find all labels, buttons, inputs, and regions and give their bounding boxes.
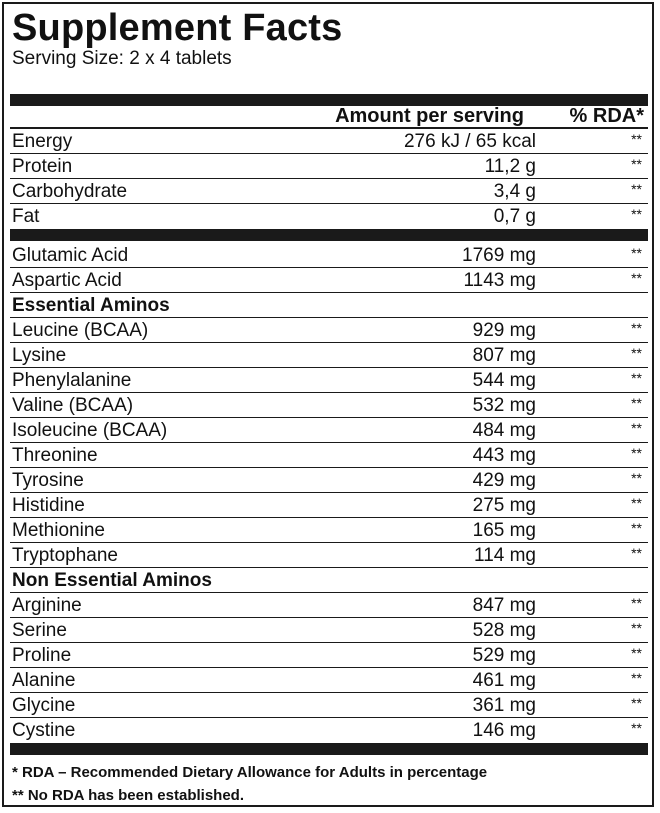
nutrients-thick-divider	[10, 229, 648, 241]
essential-aminos-heading: Essential Aminos	[12, 295, 170, 316]
table-row	[10, 204, 648, 229]
amount-column-header: Amount per serving	[335, 105, 524, 127]
nutrient-name: Protein	[12, 156, 73, 177]
table-row	[10, 668, 648, 693]
amino-amount: 528 mg	[472, 620, 536, 641]
nutrient-rda: **	[631, 206, 642, 222]
nutrient-name: Fat	[12, 206, 40, 227]
nutrient-name: Energy	[12, 131, 73, 152]
amino-amount: 443 mg	[472, 445, 536, 466]
amino-name: Leucine (BCAA)	[12, 320, 149, 341]
table-row	[10, 393, 648, 418]
amino-amount: 275 mg	[472, 495, 536, 516]
amino-name: Valine (BCAA)	[12, 395, 134, 416]
amino-name: Lysine	[12, 345, 67, 366]
amino-rda: **	[631, 695, 642, 711]
nutrient-amount: 0,7 g	[493, 206, 536, 227]
nutrient-name: Carbohydrate	[12, 181, 128, 202]
table-row	[10, 618, 648, 643]
table-row	[10, 268, 648, 293]
amino-rda: **	[631, 395, 642, 411]
table-row	[10, 593, 648, 618]
amino-amount: 461 mg	[472, 670, 536, 691]
amino-name: Arginine	[12, 595, 82, 616]
amino-amount: 484 mg	[472, 420, 536, 441]
amino-amount: 165 mg	[472, 520, 536, 541]
table-row	[10, 129, 648, 154]
amino-name: Aspartic Acid	[12, 270, 122, 291]
amino-rda: **	[631, 370, 642, 386]
amino-name: Methionine	[12, 520, 105, 541]
amino-rda: **	[631, 345, 642, 361]
amino-amount: 529 mg	[472, 645, 536, 666]
table-row	[10, 318, 648, 343]
amino-rda: **	[631, 445, 642, 461]
amino-rda: **	[631, 720, 642, 736]
amino-rda: **	[631, 245, 642, 261]
amino-amount: 847 mg	[472, 595, 536, 616]
amino-rda: **	[631, 470, 642, 486]
amino-amount: 532 mg	[472, 395, 536, 416]
table-row	[10, 543, 648, 568]
bottom-thick-divider	[10, 743, 648, 755]
amino-amount: 1143 mg	[463, 270, 536, 291]
amino-amount: 361 mg	[472, 695, 536, 716]
nutrient-amount: 3,4 g	[493, 181, 536, 202]
table-row	[10, 368, 648, 393]
table-row	[10, 443, 648, 468]
section-heading	[10, 293, 648, 318]
serving-size: Serving Size: 2 x 4 tablets	[12, 48, 232, 69]
table-row	[10, 643, 648, 668]
amino-name: Serine	[12, 620, 67, 641]
table-row	[10, 518, 648, 543]
section-heading	[10, 568, 648, 593]
amino-name: Glutamic Acid	[12, 245, 129, 266]
amino-name: Tryptophane	[12, 545, 118, 566]
amino-amount: 114 mg	[474, 545, 536, 566]
amino-rda: **	[631, 320, 642, 336]
rda-column-header: % RDA*	[569, 105, 644, 127]
amino-amount: 146 mg	[472, 720, 536, 741]
label-title: Supplement Facts	[12, 7, 343, 49]
nutrient-rda: **	[631, 181, 642, 197]
table-row	[10, 343, 648, 368]
amino-amount: 807 mg	[472, 345, 536, 366]
table-row	[10, 693, 648, 718]
nutrient-rda: **	[631, 131, 642, 147]
amino-rda: **	[631, 520, 642, 536]
amino-rda: **	[631, 620, 642, 636]
table-row	[10, 468, 648, 493]
amino-name: Threonine	[12, 445, 98, 466]
amino-rda: **	[631, 595, 642, 611]
amino-name: Glycine	[12, 695, 76, 716]
amino-rda: **	[631, 420, 642, 436]
amino-rda: **	[631, 270, 642, 286]
amino-rda: **	[631, 545, 642, 561]
nutrient-rda: **	[631, 156, 642, 172]
amino-name: Tyrosine	[12, 470, 84, 491]
amino-amount: 544 mg	[472, 370, 536, 391]
table-row	[10, 179, 648, 204]
amino-name: Proline	[12, 645, 72, 666]
no-rda-footnote: ** No RDA has been established.	[12, 787, 245, 804]
amino-amount: 1769 mg	[462, 245, 536, 266]
amino-name: Cystine	[12, 720, 76, 741]
rda-footnote: * RDA – Recommended Dietary Allowance for Adults in percentage	[12, 764, 488, 781]
table-row	[10, 243, 648, 268]
amino-rda: **	[631, 495, 642, 511]
table-row	[10, 154, 648, 179]
amino-name: Isoleucine (BCAA)	[12, 420, 168, 441]
table-header-row	[10, 104, 648, 129]
amino-name: Histidine	[12, 495, 85, 516]
amino-amount: 429 mg	[472, 470, 536, 491]
amino-name: Alanine	[12, 670, 76, 691]
amino-rda: **	[631, 670, 642, 686]
non-essential-aminos-heading: Non Essential Aminos	[12, 570, 212, 591]
table-row	[10, 493, 648, 518]
table-row	[10, 718, 648, 743]
amino-amount: 929 mg	[472, 320, 536, 341]
amino-name: Phenylalanine	[12, 370, 132, 391]
nutrient-amount: 11,2 g	[484, 156, 536, 177]
table-row	[10, 418, 648, 443]
amino-rda: **	[631, 645, 642, 661]
nutrient-amount: 276 kJ / 65 kcal	[403, 131, 536, 152]
